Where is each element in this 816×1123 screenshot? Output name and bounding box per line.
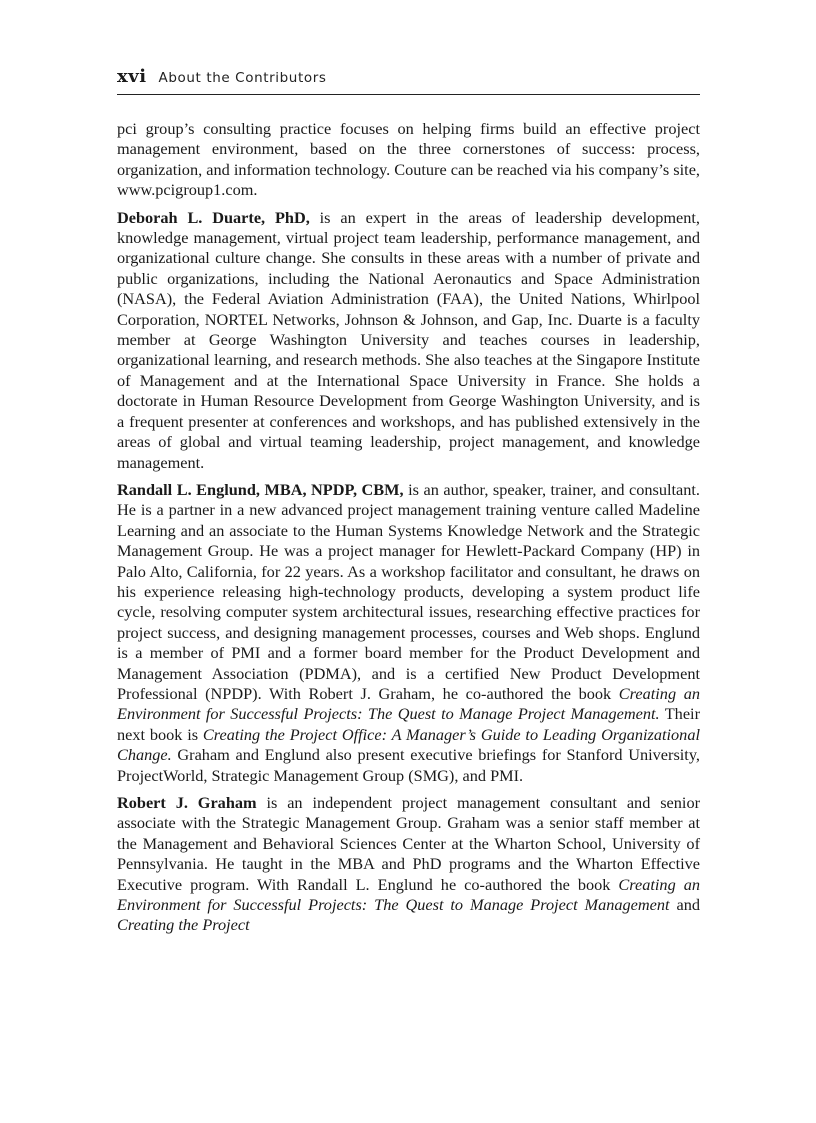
- paragraph-text: Graham and Englund also present executive briefings for Stanford University, ProjectWorld, Strategic Management Group (SMG), and PMI.: [117, 745, 700, 785]
- running-head-title: About the Contributors: [158, 70, 327, 86]
- book-title: Creating the Project Office: A Manager’s Guide to Leading Organizational Change.: [117, 724, 700, 765]
- body-text: [117, 119, 700, 943]
- book-title: Creating an Environment for Successful Projects: The Quest to Manage Project Management.: [117, 683, 700, 724]
- paragraph-text: pci group’s consulting practice focuses on helping firms build an effective project management environment, based on the three cornerstones of success: process, organization, and information technology. Couture can be reached via his company’s site, www.pcigroup1.com.: [117, 119, 700, 200]
- paragraph-duarte: [117, 208, 700, 473]
- paragraph-couture-continued: [117, 119, 700, 201]
- page-number: xvi: [117, 66, 147, 87]
- paragraph-text: Their next book is: [117, 704, 700, 744]
- running-header: [117, 66, 700, 95]
- contributor-name-englund: Randall L. Englund, MBA, NPDP, CBM,: [117, 479, 404, 499]
- book-title: Creating an Environment for Successful Projects: The Quest to Manage Project Management: [117, 874, 700, 915]
- paragraph-text: is an expert in the areas of leadership development, knowledge management, virtual project team leadership, performance management, and organizational culture change. She consults in these areas with a number of private and public organizations, including the National Aeronautics and Space Administration (NASA), the Federal Aviation Administration (FAA), the United Nations, Whirlpool Corporation, NORTEL Networks, Johnson & Johnson, and Gap, Inc. Duarte is a faculty member at George Washington University and teaches courses in leadership, organizational learning, and research methods. She also teaches at the Singapore Institute of Management and at the International Space University in France. She holds a doctorate in Human Resource Development from George Washington University, and is a frequent presenter at conferences and workshops, and has published extensively in the areas of global and virtual teaming leadership, project management, and knowledge management.: [117, 207, 700, 472]
- paragraph-englund: [117, 480, 700, 786]
- paragraph-text: and: [669, 895, 701, 915]
- contributor-name-graham: Robert J. Graham: [117, 793, 257, 812]
- paragraph-graham: [117, 793, 700, 936]
- paragraph-text: is an independent project management consultant and senior associate with the Strategic Management Group. Graham was a senior staff member at the Management and Behavioral Sciences Center at the Wharton School, University of Pennsylvania. He taught in the MBA and PhD programs and the Wharton Effective Executive program. With Randall L. Englund he co-authored the book: [117, 793, 701, 894]
- contributor-name-duarte: Deborah L. Duarte, PhD,: [117, 207, 310, 227]
- paragraph-text: is an author, speaker, trainer, and consultant. He is a partner in a new advanced project management training venture called Madeline Learning and an associate to the Human Systems Knowledge Network and the Strategic Management Group. He was a project manager for Hewlett-Packard Company (HP) in Palo Alto, California, for 22 years. As a workshop facilitator and consultant, he draws on his experience releasing high-technology products, developing a system product life cycle, resolving computer system architectural issues, researching effective practices for project success, and designing management processes, courses and Web shops. Englund is a member of PMI and a former board member for the Product Development and Management Association (PDMA), and is a certified New Product Development Professional (NPDP). With Robert J. Graham, he co-authored the book: [117, 479, 700, 703]
- book-title: Creating the Project: [117, 915, 250, 935]
